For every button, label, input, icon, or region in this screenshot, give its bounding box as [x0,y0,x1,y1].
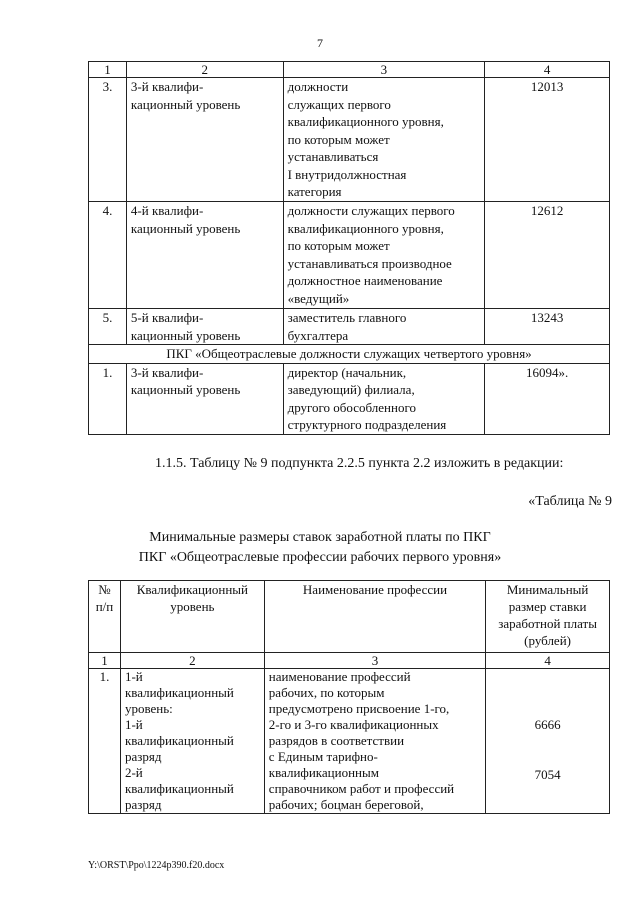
page-number: 7 [317,36,323,50]
group-title-row [89,345,610,364]
table-row [89,363,610,434]
row-number: 4. [89,202,127,309]
table-header-cell: 3 [283,62,485,78]
salary-value: 16094». [485,363,610,434]
table-row [89,202,610,309]
position-description: директор (начальник, заведующий) филиала, другого обособленного структурного подразделения [283,363,485,434]
table-header-cell: 4 [485,62,610,78]
qualification-level: 3-й квалифи- кационный уровень [126,363,283,434]
position-description: должности служащих первого квалификационного уровня, по которым может устанавливаться производное должностное наименование «ведущий» [283,202,485,309]
table-row [89,309,610,345]
header-number: № п/п [89,581,121,653]
qualification-level: 3-й квалифи- кационный уровень [126,78,283,202]
salary-value-grade-1: 6666 [534,717,561,732]
table-row [89,78,610,202]
table-label: «Таблица № 9 [528,494,612,509]
table-row [89,669,610,814]
header-min-salary: Минимальный размер ставки заработной платы (рублей) [486,581,610,653]
salary-value-grade-2: 7054 [534,767,561,782]
table-caption-line-1: Минимальные размеры ставок заработной платы по ПКГ [149,530,491,545]
table-caption-line-2: ПКГ «Общеотраслевые профессии рабочих первого уровня» [138,550,502,565]
row-number: 5. [89,309,127,345]
table-index-cell: 4 [486,653,610,669]
table-index-cell: 3 [264,653,485,669]
qualification-level: 4-й квалифи- кационный уровень [126,202,283,309]
salary-value: 13243 [485,309,610,345]
table-header-cell: 1 [89,62,127,78]
row-number: 1. [89,363,127,434]
header-qualification-level: Квалификационный уровень [120,581,264,653]
header-profession-name: Наименование профессии [264,581,485,653]
group-title: ПКГ «Общеотраслевые должности служащих четвертого уровня» [89,345,610,364]
qualification-level: 1-й квалификационный уровень: 1-й квалификационный разряд 2-й квалификационный разряд [120,669,264,814]
salary-table-continuation [88,61,610,435]
position-description: должности служащих первого квалификационного уровня, по которым может устанавливаться I внутридолжностная категория [283,78,485,202]
salary-value: 12013 [485,78,610,202]
footer-file-path: Y:\ORST\Ppo\1224p390.f20.docx [88,860,225,871]
table-header-row [89,581,610,653]
table-index-cell: 1 [89,653,121,669]
table-header-row [89,62,610,78]
row-number: 1. [89,669,121,814]
salary-values [486,669,610,814]
salary-table-9 [88,580,610,814]
profession-description: наименование профессий рабочих, по которым предусмотрено присвоение 1-го, 2-го и 3-го квалификационных разрядов в соответствии с Единым тарифно- квалификационным справочником работ и профессий рабочих; боцман береговой, [264,669,485,814]
row-number: 3. [89,78,127,202]
salary-value: 12612 [485,202,610,309]
amendment-paragraph: 1.1.5. Таблицу № 9 подпункта 2.2.5 пункта 2.2 изложить в редакции: [155,456,564,471]
table-header-cell: 2 [126,62,283,78]
qualification-level: 5-й квалифи- кационный уровень [126,309,283,345]
table-index-cell: 2 [120,653,264,669]
position-description: заместитель главного бухгалтера [283,309,485,345]
table-index-row [89,653,610,669]
